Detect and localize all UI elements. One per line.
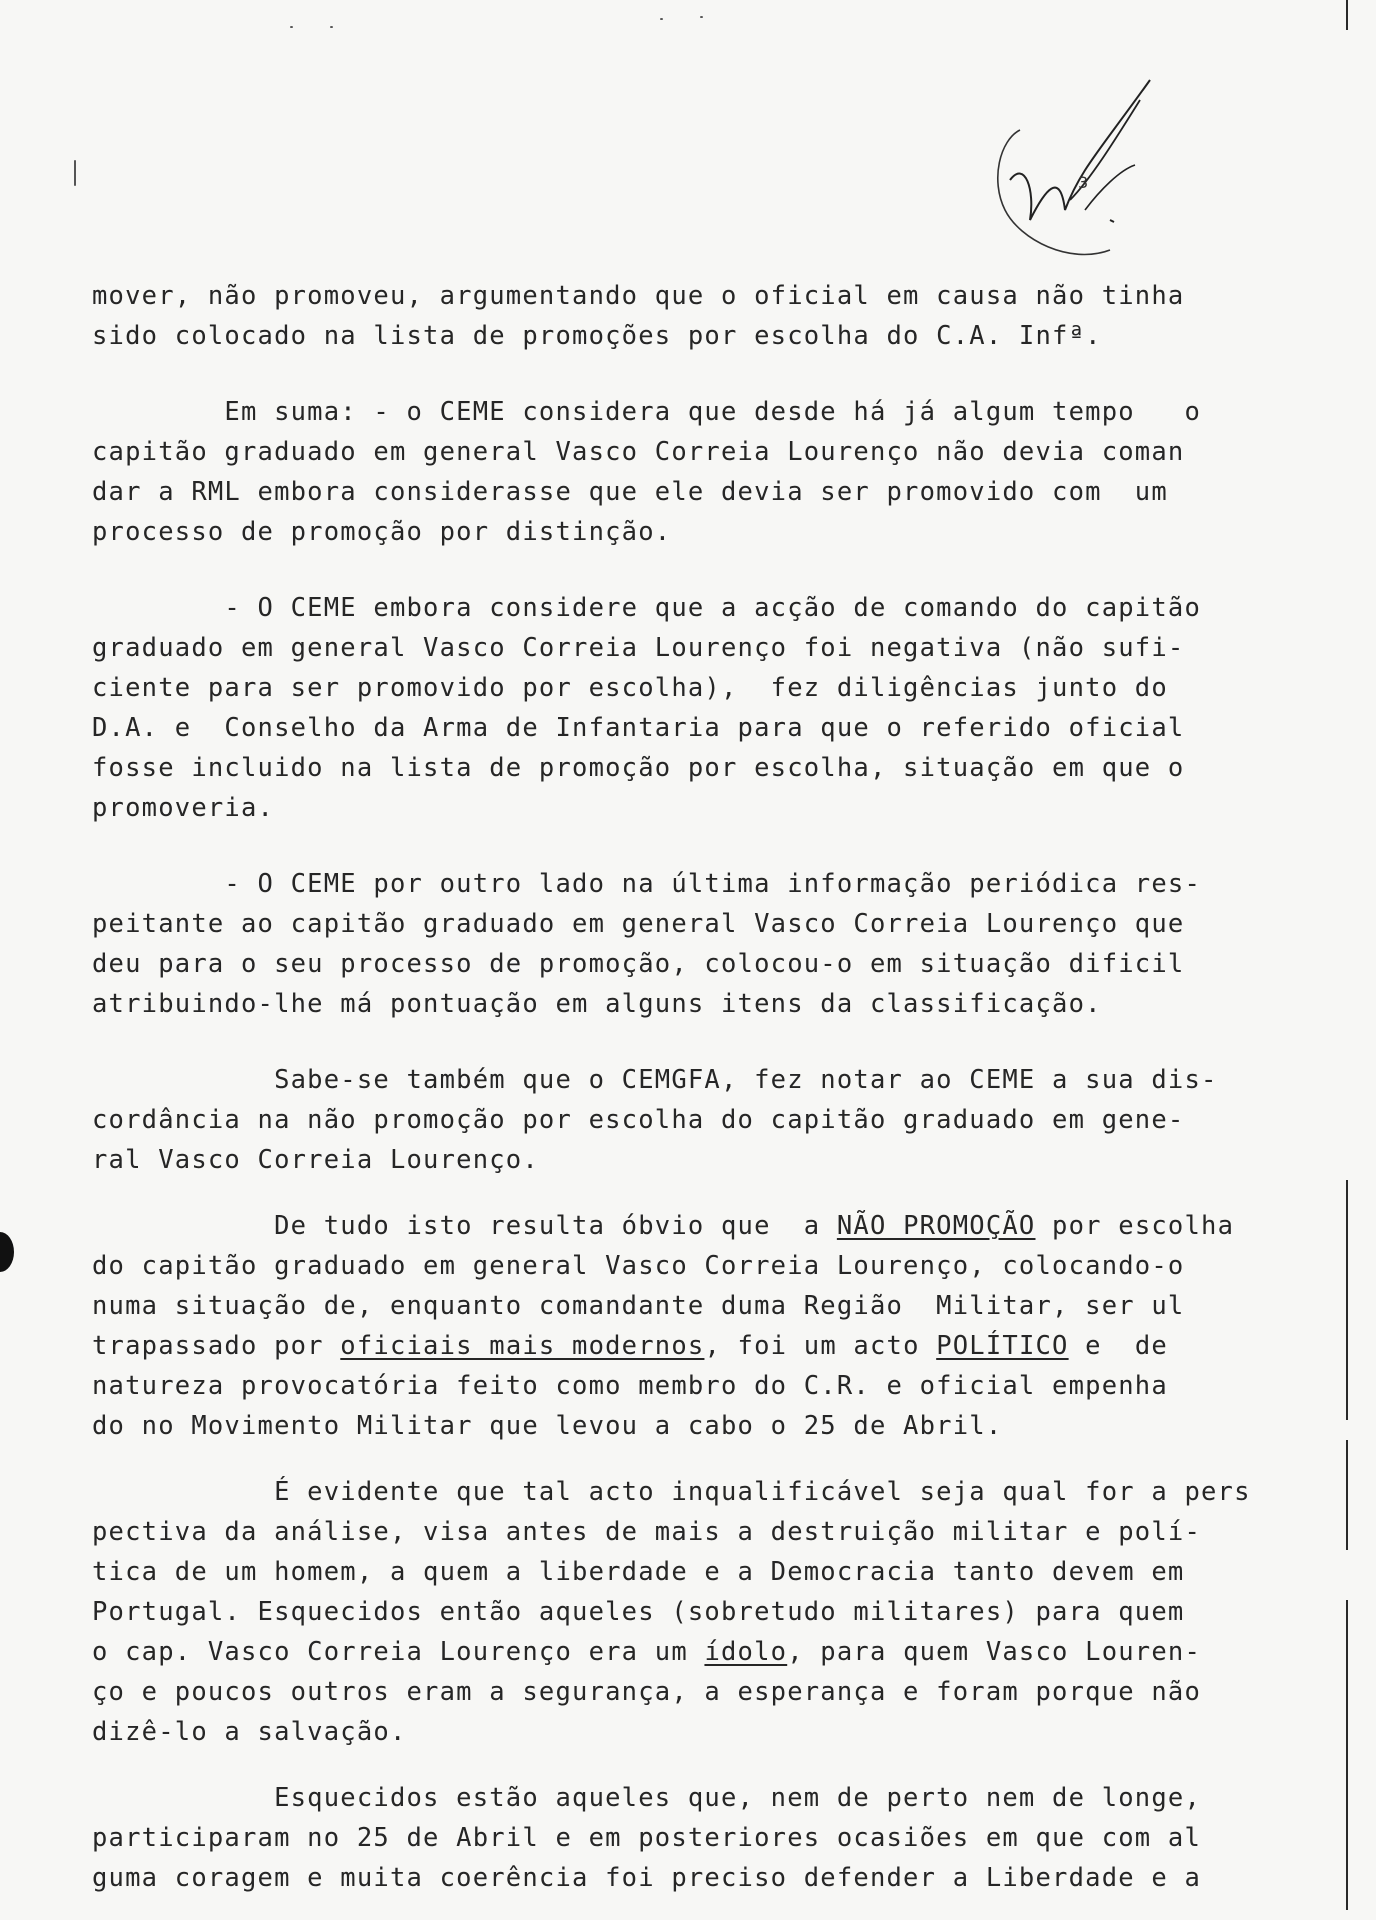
- binder-edge-mark: [1346, 1600, 1348, 1910]
- text-line: promoveria.: [92, 793, 275, 823]
- underlined-phrase: NÃO PROMOÇÃO: [836, 1211, 1036, 1241]
- text-line: numa situação de, enquanto comandante duma Região Militar, ser ul: [92, 1291, 1185, 1321]
- text-line: dizê-lo a salvação.: [92, 1717, 407, 1747]
- text-line: Em suma: - o CEME considera que desde há já algum tempo o: [92, 397, 1202, 427]
- paragraph-5: [92, 1060, 1218, 1180]
- text-line: participaram no 25 de Abril e em posteriores ocasiões em que com al: [92, 1823, 1202, 1853]
- text-line: o cap. Vasco Correia Lourenço era um ídolo, para quem Vasco Louren-: [92, 1637, 1202, 1667]
- text-line: ral Vasco Correia Lourenço.: [92, 1145, 539, 1175]
- text-line: atribuindo-lhe má pontuação em alguns itens da classificação.: [92, 989, 1102, 1019]
- text-line: natureza provocatória feito como membro do C.R. e oficial empenha: [92, 1371, 1168, 1401]
- binder-edge-mark: [1346, 0, 1348, 30]
- text-line: É evidente que tal acto inqualificável seja qual for a pers: [92, 1477, 1251, 1507]
- scan-speck: [700, 16, 703, 18]
- text-line: peitante ao capitão graduado em general Vasco Correia Lourenço que: [92, 909, 1185, 939]
- paragraph-gap: [92, 1024, 1202, 1060]
- text-line: sido colocado na lista de promoções por escolha do C.A. Infª.: [92, 321, 1102, 351]
- handwritten-signature: [990, 70, 1160, 270]
- paragraph-1: [92, 276, 1202, 356]
- text-line: deu para o seu processo de promoção, colocou-o em situação dificil: [92, 949, 1185, 979]
- text-line: - O CEME embora considere que a acção de comando do capitão: [92, 593, 1202, 623]
- text-line: fosse incluido na lista de promoção por escolha, situação em que o: [92, 753, 1185, 783]
- scan-speck: [74, 160, 76, 186]
- text-line: capitão graduado em general Vasco Correia Lourenço não devia coman: [92, 437, 1185, 467]
- paragraph-gap: [92, 1180, 1202, 1206]
- scan-speck: [660, 18, 663, 20]
- paragraph-3: [92, 588, 1202, 828]
- binder-edge-mark: [1346, 1440, 1348, 1550]
- text-line: ço e poucos outros eram a segurança, a esperança e foram porque não: [92, 1677, 1202, 1707]
- binder-edge-mark: [1346, 1180, 1348, 1420]
- text-line: Esquecidos estão aqueles que, nem de perto nem de longe,: [92, 1783, 1202, 1813]
- underlined-phrase: ídolo: [704, 1637, 788, 1667]
- paragraph-2: [92, 392, 1202, 552]
- paragraph-6: [92, 1206, 1235, 1446]
- paragraph-gap: [92, 552, 1202, 588]
- paragraph-gap: [92, 356, 1202, 392]
- text-line: D.A. e Conselho da Arma de Infantaria para que o referido oficial: [92, 713, 1185, 743]
- text-line: processo de promoção por distinção.: [92, 517, 672, 547]
- paragraph-4: [92, 864, 1202, 1024]
- text-line: graduado em general Vasco Correia Lourenço foi negativa (não sufi-: [92, 633, 1185, 663]
- text-line: do capitão graduado em general Vasco Correia Lourenço, colocando-o: [92, 1251, 1185, 1281]
- paragraph-gap: [92, 1752, 1202, 1778]
- text-line: De tudo isto resulta óbvio que a NÃO PROMOÇÃO por escolha: [92, 1211, 1235, 1241]
- text-line: trapassado por oficiais mais modernos, foi um acto POLÍTICO e de: [92, 1331, 1168, 1361]
- text-line: Sabe-se também que o CEMGFA, fez notar ao CEME a sua dis-: [92, 1065, 1218, 1095]
- text-line: mover, não promoveu, argumentando que o oficial em causa não tinha: [92, 281, 1185, 311]
- underlined-phrase: oficiais mais modernos: [340, 1331, 705, 1361]
- text-line: - O CEME por outro lado na última informação periódica res-: [92, 869, 1202, 899]
- text-line: dar a RML embora considerasse que ele devia ser promovido com um: [92, 477, 1168, 507]
- document-body: [92, 276, 1251, 1898]
- paragraph-8: [92, 1778, 1202, 1898]
- text-line: cordância na não promoção por escolha do capitão graduado em gene-: [92, 1105, 1185, 1135]
- text-line: Portugal. Esquecidos então aqueles (sobretudo militares) para quem: [92, 1597, 1185, 1627]
- paragraph-gap: [92, 1446, 1202, 1472]
- scan-speck: [290, 26, 293, 28]
- svg-text:3: 3: [1078, 173, 1089, 192]
- text-line: do no Movimento Militar que levou a cabo o 25 de Abril.: [92, 1411, 1003, 1441]
- punch-hole: [0, 1232, 14, 1272]
- text-line: tica de um homem, a quem a liberdade e a Democracia tanto devem em: [92, 1557, 1185, 1587]
- scan-speck: [330, 26, 333, 28]
- paragraph-gap: [92, 828, 1202, 864]
- underlined-phrase: POLÍTICO: [936, 1331, 1069, 1361]
- paragraph-7: [92, 1472, 1251, 1752]
- text-line: ciente para ser promovido por escolha), fez diligências junto do: [92, 673, 1168, 703]
- text-line: pectiva da análise, visa antes de mais a destruição militar e polí-: [92, 1517, 1202, 1547]
- text-line: guma coragem e muita coerência foi preciso defender a Liberdade e a: [92, 1863, 1202, 1893]
